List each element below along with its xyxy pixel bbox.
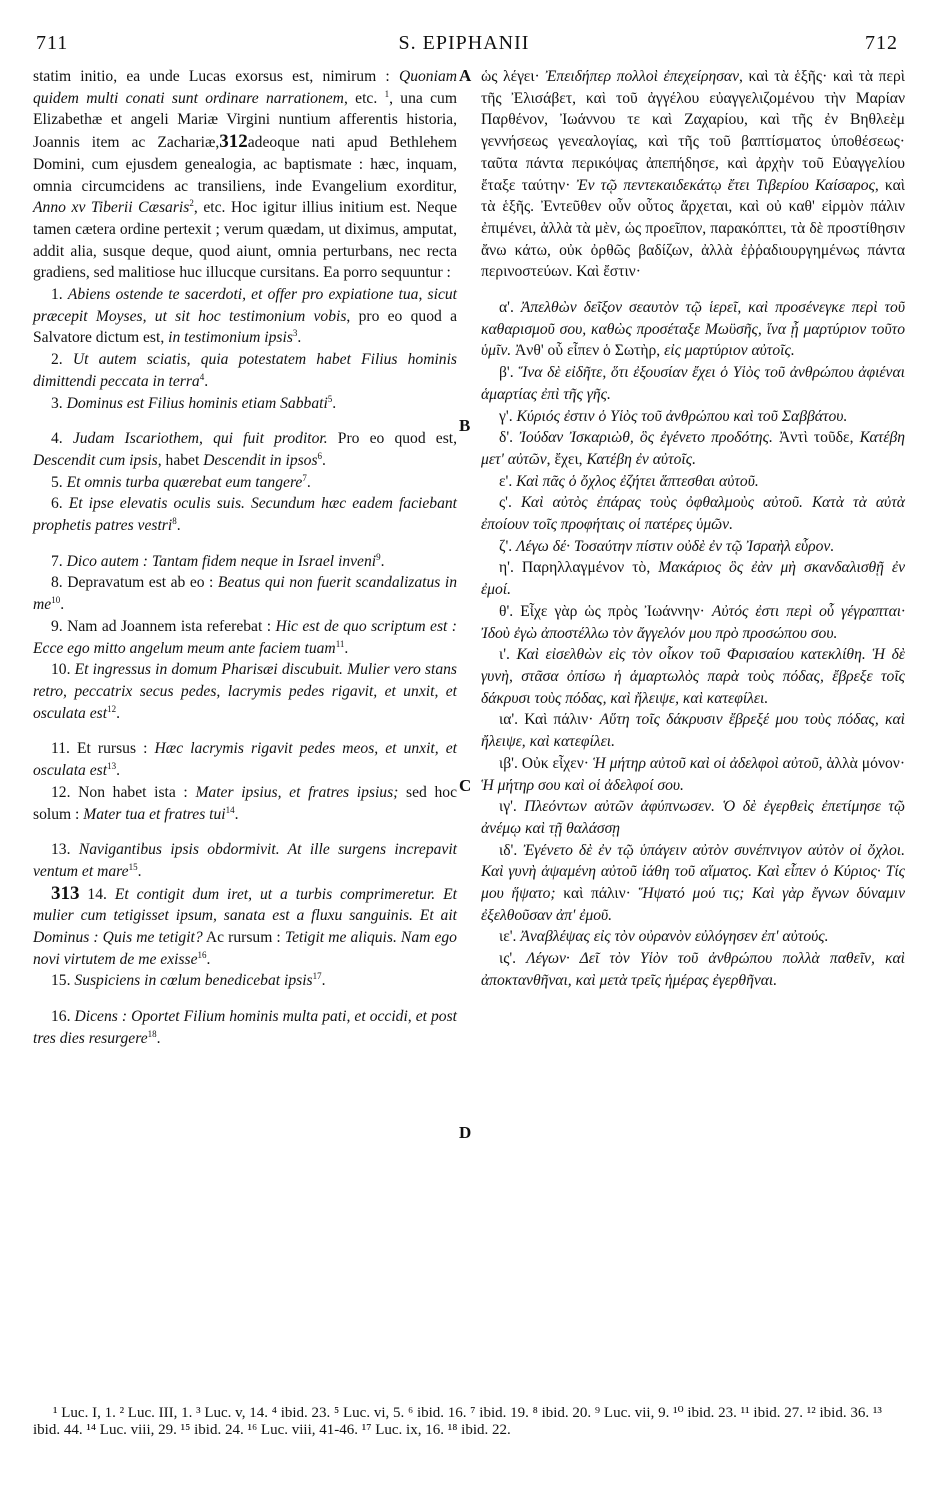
page-number-left: 711 xyxy=(36,32,69,54)
latin-verse-4: 4. Judam Iscariothem, qui fuit proditor. Pro eo quod est, Descendit cum ipsis, habet Descendit in ipsos$^6$. xyxy=(33,430,458,469)
greek-verse-16: ις'. Λέγων· Δεῖ τὸν Υἱὸν τοῦ ἀνθρώπου πολλὰ παθεῖν, καὶ ἀποκτανθῆναι, καὶ μετὰ τρεῖς ἡμέρας ἐγερθῆναι. xyxy=(481,950,905,989)
latin-verse-2: 2. Ut autem sciatis, quia potestatem habet Filius hominis dimittendi peccata in terra$^4$. xyxy=(33,351,457,390)
greek-column xyxy=(481,66,905,992)
latin-verse-11: 11. Et rursus : Hæc lacrymis rigavit pedes meos, et unxit, et osculata est$^{13}$. xyxy=(33,740,457,780)
running-title: S. EPIPHANII xyxy=(398,32,530,54)
latin-verse-5: 5. Et omnis turba quærebat eum tangere$^7$. xyxy=(51,472,311,491)
greek-verse-3: γ'. Κύριός ἐστιν ὁ Υἱὸς τοῦ ἀνθρώπου καὶ τοῦ Σαββάτου. xyxy=(499,407,848,425)
greek-verse-11: ια'. Καὶ πάλιν· Αὕτη τοῖς δάκρυσιν ἔβρεξέ μου τοὺς πόδας, καὶ ἤλειψε, καὶ κατεφίλει. xyxy=(481,711,906,751)
latin-verse-8: 8. Depravatum est ab eo : Beatus qui non fuerit scandalizatus in $me^{10}$. xyxy=(33,574,457,614)
column-number: 313 xyxy=(51,882,80,904)
greek-verse-7: ζ'. Λέγω δέ· Τοσαύτην πίστιν οὐδὲ ἐν τῷ Ἰσραὴλ εὗρον. xyxy=(499,537,835,555)
column-number: 312 xyxy=(219,131,248,153)
latin-verse-9: 9. Nam ad Joannem ista referebat : Hic est de quo scriptum est : Ecce ego mitto angelum meum ante faciem tuam$^{11}$. xyxy=(33,617,457,657)
latin-verse-14: 313 14. Et contigit dum iret, ut a turbis comprimeretur. Et mulier cum tetigisset ipsum, sanata est a fluxu sanguinis. Et ait Dominus : Quis me tetigit? Ac rursum : Tetigit me aliquis. Nam ego novi virtutem de me exisse$^{16}$. xyxy=(33,882,457,968)
latin-verse-15: 15. Suspiciens in cœlum benedicebat ipsis$^{17}$. xyxy=(51,971,326,990)
greek-verse-15: ιε'. Ἀναβλέψας εἰς τὸν οὐρανὸν εὐλόγησεν ἐπ' αὐτούς. xyxy=(499,928,829,946)
margin-letter-d: D xyxy=(459,1123,472,1142)
running-header xyxy=(30,32,898,62)
latin-verse-10: 10. Et ingressus in domum Pharisæi discubuit. Mulier vero stans retro, peccatrix secus pedes, lacrymis pedes rigavit, et unxit, et osculata est$^{12}$. xyxy=(33,661,457,722)
greek-verse-9: θ'. Εἶχε γὰρ ὡς πρὸς Ἰωάννην· Αὐτός ἐστι περὶ οὗ γέγραπται· Ἰδοὺ ἐγὼ ἀποστέλλω τὸν ἄγγελόν μου πρὸ προσώπου σου. xyxy=(481,602,905,642)
greek-intro: ὡς λέγει· Ἐπειδήπερ πολλοὶ ἐπεχείρησαν, καὶ τὰ ἑξῆς· καὶ τὰ περὶ τῆς Ἐλισάβετ, καὶ τοῦ ἀγγέλου εὐαγγελιζομένου τὴν Μαρίαν Παρθένον, Ἰωάννου τε καὶ Ζαχαρίου, καὶ τῆς ἐν Βηθλεὲμ γεννήσεως γενεαλογίας, καὶ τῆς τοῦ βαπτίσματος ὑποθέσεως· ταῦτα πάντα περικόψας ἀπεπήδησε, καὶ ἀρχὴν τοῦ Εὐαγγελίου ἔταξε ταύτην· Ἐν τῷ πεντεκαιδεκάτῳ ἔτει Τιβερίου Καίσαρος, καὶ τὰ ἑξῆς. Ἐντεῦθεν οὖν οὗτος ἄρχεται, καὶ οὐ καθ' εἱρμὸν πάλιν ἐπιμένει, ἀλλὰ τὰ μὲν, ὡς προεῖπον, παρακόπτει, τὰ δὲ προστίθησιν ἄνω κάτω, οὐκ ὀρθῶς βαδίζων, ἀλλὰ ἐῤῥαδιουργημένως πάντα περινοστεύων. Καὶ ἔστιν· xyxy=(481,68,906,281)
footnotes: ¹ Luc. I, 1. ² Luc. III, 1. ³ Luc. v, 14. ⁴ ibid. 23. ⁵ Luc. vi, 5. ⁶ ibid. 16. ⁷ ibid. 19. ⁸ ibid. 20. ⁹ Luc. vii, 9. ¹⁰ ibid. 23. ¹¹ ibid. 27. ¹² ibid. 36. ¹³ ibid. 44. ¹⁴ Luc. viii, 29. ¹⁵ ibid. 24. ¹⁶ Luc. viii, 41-46. ¹⁷ Luc. ix, 16. ¹⁸ ibid. 22. xyxy=(33,1405,882,1438)
greek-verse-14: ιδ'. Ἐγένετο δὲ ἐν τῷ ὑπάγειν αὐτὸν συνέπνιγον αὐτὸν οἱ ὄχλοι. Καὶ γυνὴ ἁψαμένη αὐτοῦ ἰάθη τοῦ αἵματος. Καὶ εἶπεν ὁ Κύριος· Τίς μου ἥψατο; καὶ πάλιν· Ἥψατό μού τις; Καὶ γὰρ ἔγνων δύναμιν ἐξελθοῦσαν ἀπ' ἐμοῦ. xyxy=(481,841,906,924)
latin-intro: statim initio, ea unde Lucas exorsus est, nimirum : Quoniam quidem multi conati sunt ordinare narrationem, etc. $^1$, una cum Elizabethæ et angeli Mariæ Virgini nuntium afferentis historia, Joannis item ac Zachariæ,312adeoque nati apud Bethlehem Domini, cum ejusdem genealogia, ac baptismate : hæc, inquam, omnia circumcidens ac transiliens, inde Evangelium exorditur, Anno xv Tiberii Cæsaris$^2$, etc. Hoc igitur illius initium est. Neque tamen cætera ordine pertexit ; verum quædam, ut diximus, amputat, addit alia, susque deque, quod aiunt, omnia perturbans, nec recta gradiens, sed malitiose huc illucque cursitans. Ea porro sequuntur : xyxy=(33,68,457,282)
latin-verse-7: 7. Dico autem : Tantam fidem neque in Israel inveni$^9$. xyxy=(51,551,385,570)
latin-verse-6: 6. Et ipse elevatis oculis suis. Secundum hæc eadem faciebant prophetis patres vestri$^8$. xyxy=(33,495,457,535)
greek-verse-12: ιβ'. Οὐκ εἶχεν· Ἡ μήτηρ αὐτοῦ καὶ οἱ ἀδελφοὶ αὐτοῦ, ἀλλὰ μόνον· Ἡ μήτηρ σου καὶ οἱ ἀδελφοί σου. xyxy=(481,754,906,794)
greek-verse-4: δ'. Ἰούδαν Ἰσκαριὼθ, ὃς ἐγένετο προδότης. Ἀντὶ τοῦδε, Κατέβη μετ' αὐτῶν, ἔχει, Κατέβη ἐν αὐτοῖς. xyxy=(481,429,905,468)
latin-verse-16: 16. Dicens : Oportet Filium hominis multa pati, et occidi, et post tres dies resurgere$^{18}$. xyxy=(33,1008,457,1047)
greek-verse-13: ιγ'. Πλεόντων αὐτῶν ἀφύπνωσεν. Ὁ δὲ ἐγερθεὶς ἐπετίμησε τῷ ἀνέμῳ καὶ τῇ θαλάσσῃ xyxy=(481,798,905,837)
latin-verse-1: 1. Abiens ostende te sacerdoti, et offer pro expiatione tua, sicut præcepit Moyses, ut sit hoc testimonium vobis, pro eo quod a Salvatore dictum est, in testimonium ipsis$^3$. xyxy=(33,286,458,347)
latin-verse-12: 12. Non habet ista : Mater ipsius, et fratres ipsius; sed hoc solum : Mater tua et fratres tui$^{14}$. xyxy=(33,783,457,823)
latin-verse-3: 3. Dominus est Filius hominis etiam Sabbati$^5$. xyxy=(51,393,337,412)
greek-verse-8: η'. Παρηλλαγμένον τὸ, Μακάριος ὃς ἐὰν μὴ σκανδαλισθῇ ἐν ἐμοί. xyxy=(481,559,905,599)
page-number-right: 712 xyxy=(865,32,898,54)
latin-verse-13: 13. Navigantibus ipsis obdormivit. At ille surgens increpavit ventum et mare$^{15}$. xyxy=(33,841,457,880)
greek-verse-1: α'. Ἀπελθὼν δεῖξον σεαυτὸν τῷ ἱερεῖ, καὶ προσένεγκε περὶ τοῦ καθαρισμοῦ σου, καθὼς προσέταξε Μωϋσῆς, ἵνα ᾖ μαρτύριον τοῦτο ὑμῖν. Ἀνθ' οὗ εἶπεν ὁ Σωτὴρ, εἰς μαρτύριον αὐτοῖς. xyxy=(481,299,906,360)
margin-letter-c: C xyxy=(459,776,472,795)
greek-verse-6: ς'. Καὶ αὐτὸς ἐπάρας τοὺς ὀφθαλμοὺς αὐτοῦ. Κατὰ τὰ αὐτὰ ἐποίουν τοῖς προφήταις οἱ πατέρες ὑμῶν. xyxy=(481,494,905,534)
greek-verse-10: ι'. Καὶ εἰσελθὼν εἰς τὸν οἶκον τοῦ Φαρισαίου κατεκλίθη. Ἡ δὲ γυνὴ, στᾶσα ὀπίσω ἡ ἁμαρτωλὸς παρὰ τοὺς πόδας, ἔβρεξε τοῖς δάκρυσι τοὺς πόδας, καὶ ἤλειψε, καὶ κατεφίλει. xyxy=(481,646,906,707)
margin-letter-a: A xyxy=(459,66,472,85)
latin-column xyxy=(33,66,457,1050)
margin-letter-b: B xyxy=(459,416,471,435)
greek-verse-5: ε'. Καὶ πᾶς ὁ ὄχλος ἐζήτει ἅπτεσθαι αὐτοῦ. xyxy=(499,472,759,490)
greek-verse-2: β'. Ἵνα δὲ εἰδῆτε, ὅτι ἐξουσίαν ἔχει ὁ Υἱὸς τοῦ ἀνθρώπου ἀφιέναι ἁμαρτίας ἐπὶ τῆς γῆς. xyxy=(481,364,905,403)
